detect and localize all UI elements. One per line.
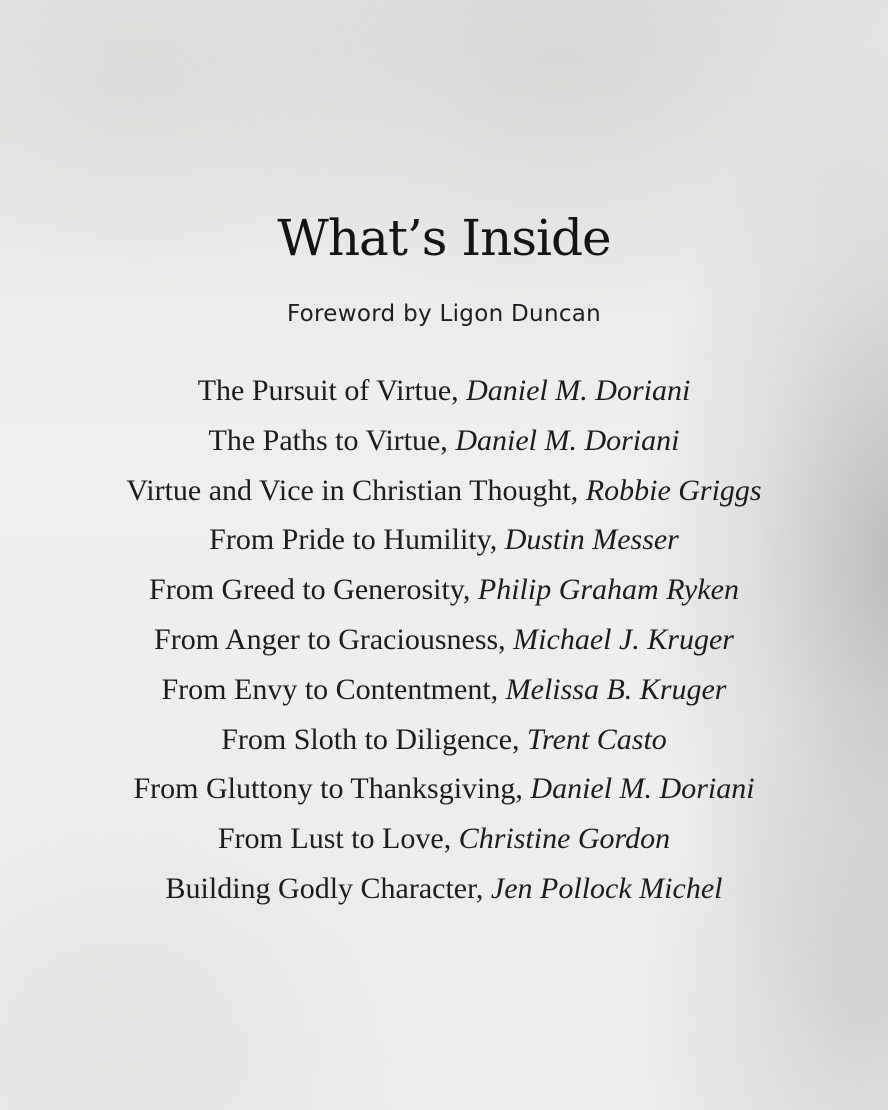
list-item [0, 565, 888, 615]
list-item [0, 466, 888, 516]
list-item [0, 615, 888, 665]
chapter-author: Daniel M. Doriani [530, 772, 755, 806]
chapter-author: Jen Pollock Michel [490, 871, 723, 905]
chapter-author: Daniel M. Doriani [455, 423, 680, 457]
chapter-author: Daniel M. Doriani [466, 374, 691, 407]
chapter-title: The Paths to Virtue, [208, 423, 448, 457]
chapter-title: From Sloth to Diligence, [221, 722, 520, 756]
list-item [0, 515, 888, 565]
chapter-title: From Pride to Humility, [209, 523, 498, 557]
list-item [0, 864, 888, 914]
chapter-author: Robbie Griggs [585, 473, 762, 507]
chapter-title: From Anger to Graciousness, [154, 622, 506, 656]
list-item [0, 665, 888, 715]
chapter-author: Christine Gordon [458, 822, 671, 856]
chapter-author: Philip Graham Ryken [477, 573, 739, 607]
list-item [0, 416, 888, 466]
list-item [0, 715, 888, 765]
chapter-author: Trent Casto [527, 722, 667, 756]
chapter-author: Michael J. Kruger [513, 622, 734, 656]
list-item [0, 764, 888, 814]
list-item [0, 366, 888, 416]
chapter-title: The Pursuit of Virtue, [197, 374, 459, 407]
chapter-author: Dustin Messer [504, 523, 679, 557]
chapter-title: From Envy to Contentment, [161, 672, 499, 706]
foreword-credit: Foreword by Ligon Duncan [286, 301, 602, 327]
table-of-contents [0, 366, 888, 914]
page-title: What’s Inside [277, 209, 611, 267]
chapter-title: From Lust to Love, [217, 822, 452, 856]
chapter-title: From Gluttony to Thanksgiving, [133, 772, 523, 806]
list-item [0, 814, 888, 864]
chapter-title: Building Godly Character, [165, 871, 484, 905]
chapter-title: Virtue and Vice in Christian Thought, [126, 473, 579, 507]
chapter-title: From Greed to Generosity, [149, 573, 471, 607]
chapter-author: Melissa B. Kruger [505, 672, 727, 706]
